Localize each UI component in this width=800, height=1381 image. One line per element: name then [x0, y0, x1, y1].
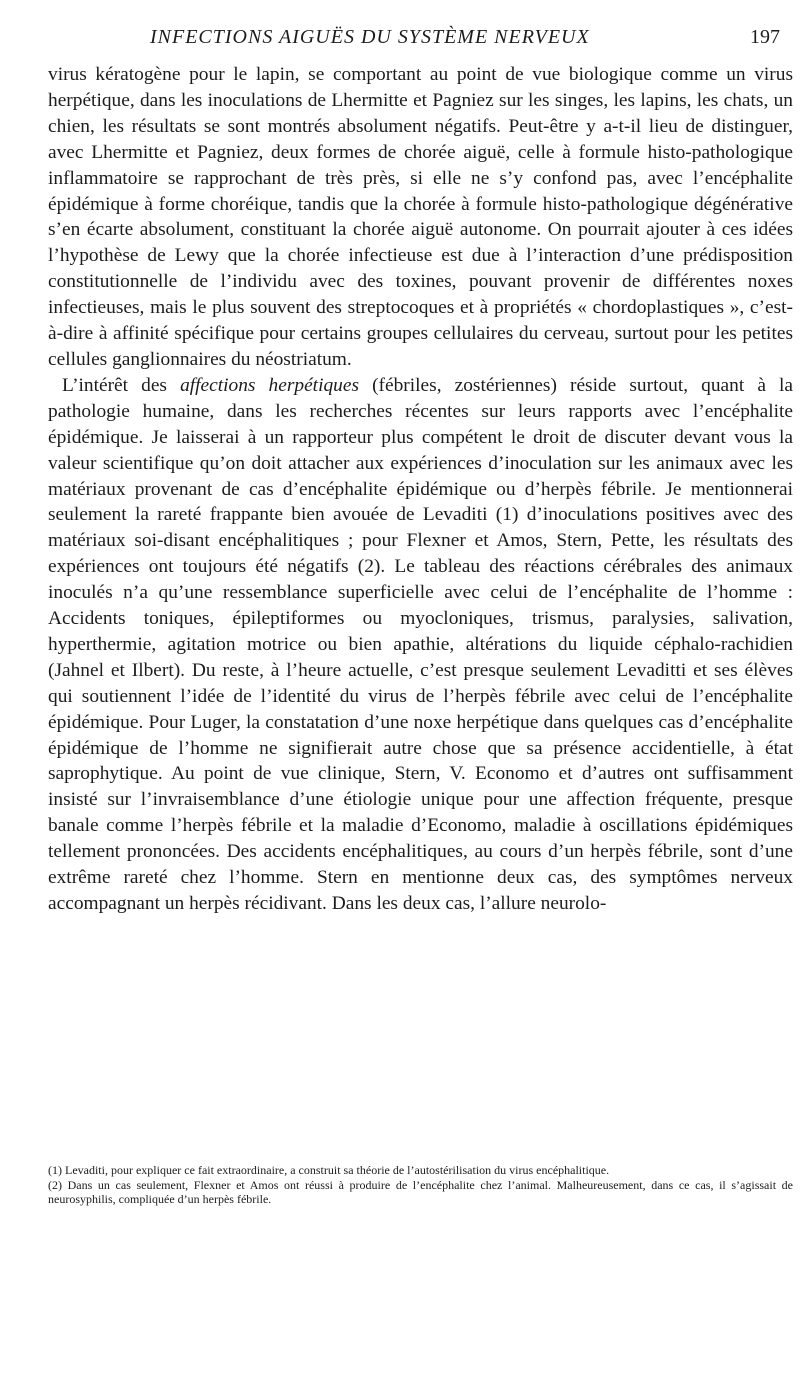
footnote-2: (2) Dans un cas seulement, Flexner et Amos ont réussi à produire de l’encéphalite chez l’animal. Malheureusement, dans ce cas, il s’agissait de neurosyphilis, compliquée d’un herpès fébrile.	[48, 1177, 793, 1207]
page-number: 197	[750, 26, 780, 48]
page-header	[0, 26, 800, 56]
paragraph-text-rest: (fébriles, zostériennes) réside surtout, quant à la pathologie humaine, dans les recherches récentes sur leurs rapports avec l’encéphalite épidémique. Je laisserai à un rapporteur plus compétent le droit de discuter devant vous la valeur scientifique qu’on doit attacher aux expériences d’inoculation sur les animaux avec les matériaux provenant de cas d’encéphalite épidémique ou d’herpès fébrile. Je mentionnerai seulement la rareté frappante bien avouée de Levaditi (1) d’inoculations positives avec des matériaux soi-disant encéphalitiques ; pour Flexner et Amos, Stern, Pette, les résultats des expériences ont toujours été négatifs (2). Le tableau des réactions cérébrales des animaux inoculés n’a qu’une ressemblance superficielle avec celui de l’encéphalite de l’homme : Accidents toniques, épileptiformes ou myocloniques, trismus, paralysies, salivation, hyperthermie, agitation motrice ou bien apathie, altérations du liquide céphalo-rachidien (Jahnel et Ilbert). Du reste, à l’heure actuelle, c’est presque seulement Levaditti et ses élèves qui soutiennent l’idée de l’identité du virus de l’herpès fébrile avec celui de l’encéphalite épidémique. Pour Luger, la constatation d’une noxe herpétique dans quelques cas d’encéphalite épidémique de l’homme ne signifierait autre chose que sa présence accidentielle, à état saprophytique. Au point de vue clinique, Stern, V. Economo et d’autres ont suffisamment insisté sur l’invraisemblance d’une étiologie unique pour une affection fréquente, presque banale comme l’herpès fébrile et la maladie d’Economo, maladie à oscillations épidémiques tellement prononcées. Des accidents encéphalitiques, au cours d’un herpès fébrile, sont d’une extrême rareté chez l’homme. Stern en mentionne deux cas, des symptômes nerveux accompagnant un herpès récidivant. Dans les deux cas, l’allure neurolo-	[48, 374, 794, 914]
running-title: INFECTIONS AIGUËS DU SYSTÈME NERVEUX	[150, 26, 590, 48]
paragraph-herpetic-affections	[48, 373, 793, 917]
body-text	[48, 62, 793, 917]
paragraph-text-start: L’intérêt des	[62, 374, 181, 396]
footnotes	[48, 1163, 793, 1207]
paragraph-chorea: virus kératogène pour le lapin, se comportant au point de vue biologique comme un virus herpétique, dans les inoculations de Lhermitte et Pagniez sur les singes, les lapins, les chats, un chien, les résultats se sont montrés absolument négatifs. Peut-être y a-t-il lieu de distinguer, avec Lhermitte et Pagniez, deux formes de chorée aiguë, celle à formule histo-pathologique inflammatoire se rapprochant de très près, si elle ne s’y confond pas, avec l’encéphalite épidémique à forme choréique, tandis que la chorée à formule histo-pathologique dégénérative s’en écarte absolument, constituant la chorée aiguë autonome. On pourrait ajouter à ces idées l’hypothèse de Lewy que la chorée infectieuse est due à l’interaction d’une prédisposition constitutionnelle de l’individu avec des toxines, pouvant provenir de différentes noxes infectieuses, mais le plus souvent des streptocoques et à propriétés « chordoplastiques », c’est-à-dire à affinité spécifique pour certains groupes cellulaires du cerveau, surtout pour les petites cellules ganglionnaires du néostriatum.	[48, 64, 793, 370]
emphasis-affections-herpetiques: affections herpétiques	[180, 374, 360, 396]
footnote-1: (1) Levaditi, pour expliquer ce fait extraordinaire, a construit sa théorie de l’autostérilisation du virus encéphalitique.	[48, 1163, 610, 1177]
